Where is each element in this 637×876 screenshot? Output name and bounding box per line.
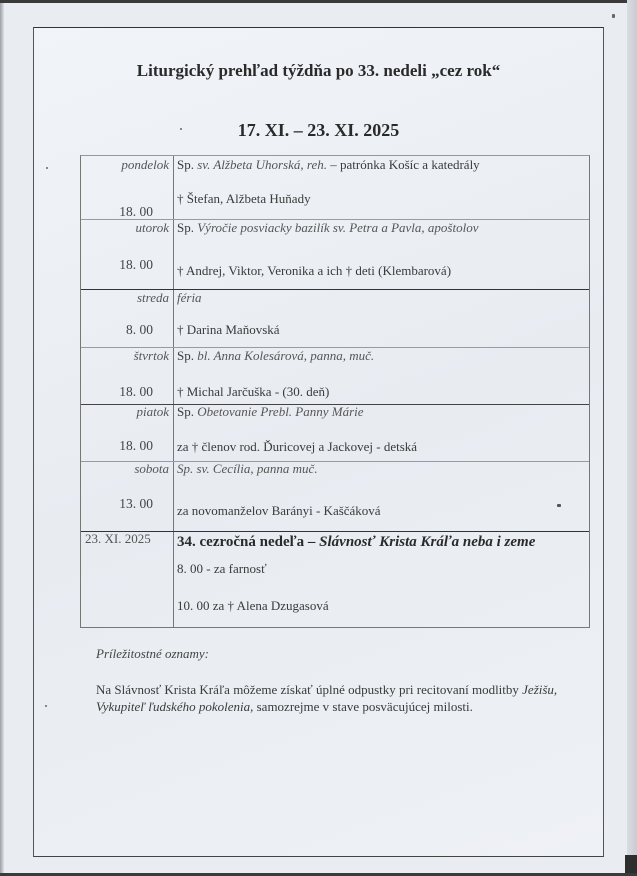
day-label: piatok: [136, 404, 169, 419]
table-row-friday: [81, 404, 589, 461]
mass-intention: za novomanželov Barányi - Kaščáková: [177, 503, 381, 518]
day-label: pondelok: [121, 157, 169, 172]
feast-name: féria: [177, 290, 202, 305]
mass-intention: † Michal Jarčuška - (30. deň): [177, 384, 330, 399]
scan-edge-top: [0, 0, 637, 3]
day-label: streda: [136, 290, 169, 305]
mass-time: 18. 00: [119, 257, 153, 272]
mass-time: 8. 00: [126, 322, 153, 337]
mass-intention: † Andrej, Viktor, Veronika a ich † deti (Klembarová): [177, 263, 452, 278]
mass-time: 18. 00: [119, 438, 153, 453]
sunday-feast-title: 34. cezročná nedeľa – Slávnosť Krista Kráľa neba i zeme: [177, 534, 536, 550]
mass-time: 18. 00: [119, 384, 153, 399]
mass-intention: 10. 00 za † Alena Dzugasová: [177, 598, 329, 613]
mass-time: 18. 00: [119, 204, 153, 219]
feast-name: Sp. bl. Anna Kolesárová, panna, muč.: [177, 348, 375, 363]
table-row-thursday: [81, 347, 589, 404]
scan-speck: [180, 128, 182, 130]
scan-speck: [45, 705, 47, 707]
table-row-tuesday: [81, 219, 589, 289]
table-row-saturday: [81, 461, 589, 531]
mass-time: 13. 00: [119, 496, 153, 511]
document-title: Liturgický prehľad týždňa po 33. nedeli „cez rok“: [136, 61, 501, 80]
feast-name: Sp. Obetovanie Prebl. Panny Márie: [177, 404, 364, 419]
notes-heading: Príležitostné oznamy:: [96, 646, 210, 661]
scan-speck: [557, 504, 561, 507]
table-row-wednesday: [81, 289, 589, 347]
mass-intention: † Darina Maňovská: [177, 322, 280, 337]
day-label: sobota: [134, 461, 169, 476]
table-row-monday: [81, 156, 589, 219]
mass-intention: † Štefan, Alžbeta Huňady: [177, 191, 311, 206]
scan-speck: [46, 167, 48, 169]
date-range: 17. XI. – 23. XI. 2025: [237, 120, 400, 140]
notes-body: Na Slávnosť Krista Kráľa môžeme získať úplné odpustky pri recitovaní modlitby Ježišu, Vykupiteľ ľudského pokolenia, samozrejme v stave posväcujúcej milosti.: [96, 682, 558, 714]
feast-name: Sp. Výročie posviacky bazilík sv. Petra a Pavla, apoštolov: [177, 220, 479, 235]
schedule-table: [80, 155, 590, 628]
day-label: štvrtok: [133, 348, 169, 363]
mass-intention: 8. 00 - za farnosť: [177, 561, 267, 576]
mass-intention: za † členov rod. Ďuricovej a Jackovej - detská: [177, 439, 418, 454]
table-row-sunday: [81, 531, 589, 627]
scan-speck: [612, 14, 615, 18]
sunday-date: 23. XI. 2025: [85, 531, 151, 546]
feast-name: Sp. sv. Alžbeta Uhorská, reh. – patrónka Košíc a katedrály: [177, 157, 480, 172]
feast-name: Sp. sv. Cecília, panna muč.: [177, 461, 318, 476]
day-label: utorok: [135, 220, 169, 235]
